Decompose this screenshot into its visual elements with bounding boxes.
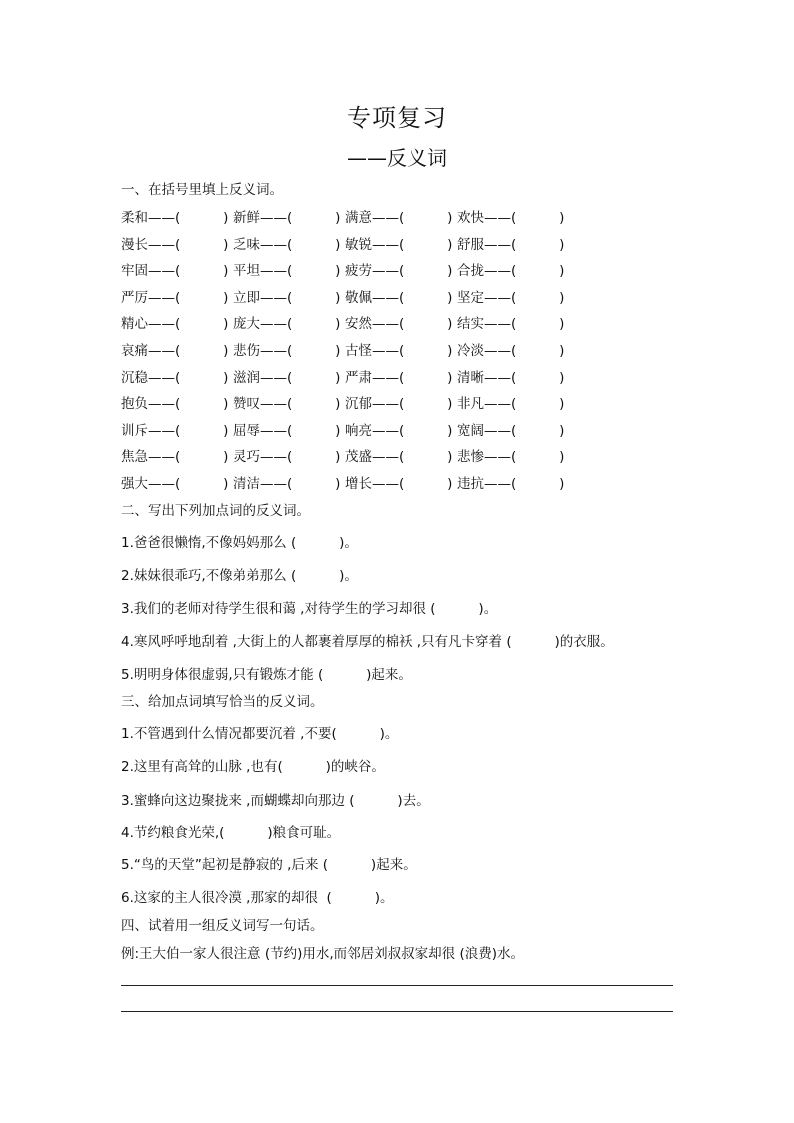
antonym-item: 滋润——( ) [233,369,341,386]
antonym-item: 清晰——( ) [457,369,565,386]
antonym-item: 结实——( ) [457,316,565,333]
antonym-item: 屈辱——( ) [233,422,341,439]
example-sentence: 例:王大伯一家人很注意 (节约)用水,而邻居刘叔叔家却很 (浪费)水。 [121,946,524,962]
antonym-item: 乏味——( ) [233,236,341,253]
antonym-item: 沉稳——( ) [121,369,229,386]
antonym-item: 抱负——( ) [121,396,229,413]
antonym-item: 柔和——( ) [121,210,229,226]
antonym-item: 坚定——( ) [457,289,565,306]
section-2-heading: 二、写出下列加点词的反义词。 [121,503,310,519]
antonym-item: 强大——( ) [121,476,229,492]
antonym-item: 严厉——( ) [121,289,229,306]
antonym-item: 焦急——( ) [121,449,229,466]
antonym-item: 冷淡——( ) [457,343,565,359]
question-3-1: 1.不管遇到什么情况都要沉着 ,不要( )。 [121,726,399,742]
page-subtitle: ——反义词 [347,146,447,170]
antonym-item: 立即——( ) [233,289,341,306]
antonym-item: 庞大——( ) [233,316,341,333]
antonym-item: 灵巧——( ) [233,449,341,466]
answer-line-1[interactable] [121,985,673,986]
question-3-4: 4.节约粮食光荣,( )粮食可耻。 [121,825,341,841]
antonym-item: 茂盛——( ) [345,449,453,466]
antonym-item: 新鲜——( ) [233,210,341,226]
antonym-item: 悲惨——( ) [457,449,565,466]
antonym-item: 训斥——( ) [121,422,229,439]
answer-line-2[interactable] [121,1011,673,1012]
question-2-4: 4.寒风呼呼地刮着 ,大街上的人都裹着厚厚的棉袄 ,只有凡卡穿着 ( )的衣服。 [121,634,614,650]
section-4-heading: 四、试着用一组反义词写一句话。 [121,918,324,934]
antonym-item: 欢快——( ) [457,210,565,226]
antonym-item: 增长——( ) [345,476,453,492]
antonym-item: 违抗——( ) [457,476,565,492]
question-2-2: 2.妹妹很乖巧,不像弟弟那么 ( )。 [121,568,358,584]
question-3-2: 2.这里有高耸的山脉 ,也有( )的峡谷。 [121,759,385,775]
question-2-1: 1.爸爸很懒惰,不像妈妈那么 ( )。 [121,535,358,551]
section-3-heading: 三、给加点词填写恰当的反义词。 [121,694,324,710]
antonym-item: 满意——( ) [345,210,453,226]
antonym-item: 非凡——( ) [457,396,565,413]
antonym-item: 赞叹——( ) [233,396,341,413]
antonym-item: 敬佩——( ) [345,289,453,306]
antonym-item: 安然——( ) [345,316,453,333]
antonym-item: 悲伤——( ) [233,343,341,359]
antonym-item: 敏锐——( ) [345,236,453,253]
question-2-5: 5.明明身体很虚弱,只有锻炼才能 ( )起来。 [121,667,412,683]
antonym-item: 严肃——( ) [345,369,453,386]
antonym-item: 平坦——( ) [233,263,341,280]
question-3-3: 3.蜜蜂向这边聚拢来 ,而蝴蝶却向那边 ( )去。 [121,793,430,809]
page-title: 专项复习 [347,104,447,132]
antonym-item: 舒服——( ) [457,236,565,253]
antonym-item: 响亮——( ) [345,422,453,439]
question-2-3: 3.我们的老师对待学生很和蔼 ,对待学生的学习却很 ( )。 [121,601,498,617]
antonym-item: 牢固——( ) [121,263,229,280]
antonym-item: 漫长——( ) [121,236,229,253]
antonym-item: 疲劳——( ) [345,263,453,280]
antonym-item: 清洁——( ) [233,476,341,492]
antonym-item: 哀痛——( ) [121,343,229,359]
section-1-heading: 一、在括号里填上反义词。 [121,182,283,198]
antonym-item: 古怪——( ) [345,343,453,359]
antonym-item: 合拢——( ) [457,263,565,280]
antonym-item: 沉郁——( ) [345,396,453,413]
antonym-item: 宽阔——( ) [457,422,565,439]
question-3-5: 5.“鸟的天堂”起初是静寂的 ,后来 ( )起来。 [121,857,417,873]
question-3-6: 6.这家的主人很冷漠 ,那家的却很 ( )。 [121,890,394,906]
antonym-item: 精心——( ) [121,316,229,333]
